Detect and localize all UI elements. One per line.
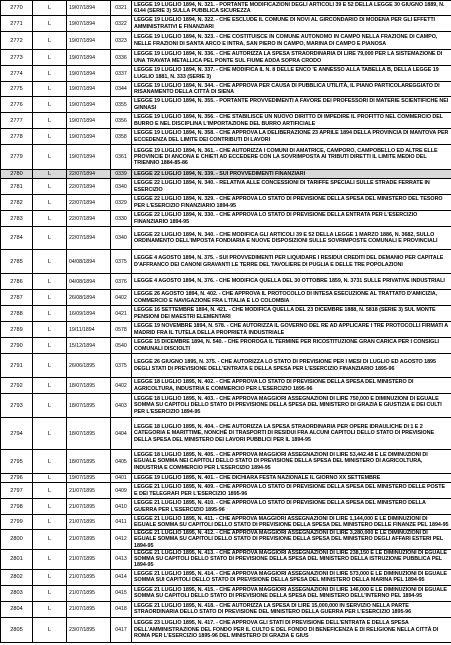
record-title: LEGGE 19 LUGLIO 1894, N. 321. - PORTANTE MODIFICAZIONI DEGLI ARTICOLI 39 E 52 DELLA LEGGE 30 GIUGNO 1889, N. 6144 (SERIE 3) SULLA PUBBLICA SICUREZZA xyxy=(132,1,451,16)
record-type: L xyxy=(33,483,67,499)
record-type: L xyxy=(33,499,67,515)
record-type: L xyxy=(33,549,67,569)
record-title: LEGGE 19 LUGLIO 1894, N. 337. - CHE MODIFICA IL N. 8 DELLE ENCO 'E ANNESSO ALLA TABELLA B, DELLA LEGGE 19 LUGLIO 1881, N. 333 (SERIE 3) xyxy=(132,66,451,82)
table-row xyxy=(1,306,451,322)
table-row xyxy=(1,617,451,642)
record-date: 19/07/1894 xyxy=(67,113,111,129)
record-type: L xyxy=(33,250,67,274)
table-row xyxy=(1,250,451,274)
record-type: L xyxy=(33,113,67,129)
table-row xyxy=(1,418,451,450)
record-date: 19/07/1894 xyxy=(67,32,111,50)
record-date: 19/07/1894 xyxy=(67,1,111,16)
record-number: 2786 xyxy=(1,274,33,290)
table-row xyxy=(1,195,451,211)
table-row xyxy=(1,394,451,418)
table-row xyxy=(1,354,451,378)
record-type: L xyxy=(33,306,67,322)
record-number: 2785 xyxy=(1,250,33,274)
record-type: L xyxy=(33,585,67,601)
record-code: 0340 xyxy=(111,179,132,195)
record-type: L xyxy=(33,569,67,585)
record-title: LEGGE 19 LUGLIO 1894, N. 358. - CHE APPROVA LA DELIBERAZIONE 23 APRILE 1894 DELLA PROVINCIA DI MANTOVA PER ECCEDENZA DEL LIMITE DEI CONTRIBUTI DI LAVORI xyxy=(132,129,451,145)
record-date: 19/07/1894 xyxy=(67,129,111,145)
record-date: 15/12/1894 xyxy=(67,338,111,354)
record-title: LEGGE 21 LUGLIO 1895, N. 415. - CHE APPROVA MAGGIORI ASSEGNAZIONI DI LIRE 146,000 E LE DIMINUZIONI DI EGUALE SOMMA SU CAPITOLI DELLO STATO DI PREVISIONE DELLA SPESA DEL MINISTERO DELL'INTERNO PEL 1894-95 xyxy=(132,585,451,601)
record-code: 0322 xyxy=(111,16,132,32)
record-type: L xyxy=(33,617,67,642)
record-code: 0329 xyxy=(111,195,132,211)
table-row xyxy=(1,274,451,290)
table-row xyxy=(1,16,451,32)
record-date: 18/07/1895 xyxy=(67,378,111,394)
record-type: L xyxy=(33,145,67,170)
table-row xyxy=(1,378,451,394)
record-number: 2798 xyxy=(1,499,33,515)
record-title: LEGGE 19 LUGLIO 1894, N. 356. - CHE STABILISCE UN NUOVO DIRITTO DI IMPEDIRE IL PROFITTO NEL COMMERCIO DEL BURRO E NEL DISCIPLINA L'IMPORTAZIONE DEL BURRO ARTIFICIALE xyxy=(132,113,451,129)
record-title: LEGGE 22 LUGLIO 1894, N. 340. - CHE MODIFICA GLI ARTICOLI 39 E 52 DELLA LEGGE 1 MARZO 1886, N. 3682, SULLO ORDINAMENTO DELL'IMPOSTA FONDIARIA E NUOVE DISPOSIZIONI SULLE SOVRIMPOSTE COMUNALI E PROVINCIALI xyxy=(132,227,451,250)
record-title: LEGGE 22 LUGLIO 1894, N. 340. - RELATIVA ALLE CONCESSIONI DI TARIFFE SPECIALI SULLE STRADE FERRATE IN ESERCIZIO xyxy=(132,179,451,195)
record-code: 0355 xyxy=(111,97,132,113)
record-type: L xyxy=(33,32,67,50)
record-type: L xyxy=(33,16,67,32)
record-date: 22/07/1894 xyxy=(67,170,111,179)
record-title: LEGGE 19 NOVEMBRE 1894, N. 578. - CHE AUTORIZZA IL GOVERNO DEL RE AD APPLICARE I TRE PROTOCOLLI FIRMATI A MADRID FRA IL TUTELA DELLA PROPRIETÀ INDUSTRIALE xyxy=(132,322,451,338)
record-title: LEGGE 19 LUGLIO 1894, N. 361. - CHE AUTORIZZA I COMUNI DI AMATRICE, CAMPORO, CAMPOBELLO ED ALTRE ELLE PROVINCIE DI ANCONA E CHIETI AD ECCEDERE CON LA SOVRIMPOSTA AI TRIBUTI DIRETTI IL LIMITE MEDIO DEL TRIENNIO 1884-85-86 xyxy=(132,145,451,170)
record-type: L xyxy=(33,378,67,394)
record-number: 2805 xyxy=(1,617,33,642)
record-date: 19/07/1894 xyxy=(67,66,111,82)
record-date: 19/07/1894 xyxy=(67,82,111,97)
record-date: 22/07/1894 xyxy=(67,211,111,227)
record-title: LEGGE 22 LUGLIO 1894, N. 339. - SUI PROVVEDIMENTI FINANZIARI xyxy=(132,170,451,179)
record-code: 0321 xyxy=(111,1,132,16)
record-title: LEGGE 21 LUGLIO 1895, N. 411. - CHE APPROVA MAGGIORI ASSEGNAZIONI DI LIRE 1,144,000 E LE DIMINUZIONI DI EGUALE SOMMA SU CAPITOLI DELLO STATO DI PREVISIONE DELLA SPESA DEL MINISTERO DELLE FINANZE PEL 1894-95 xyxy=(132,515,451,530)
record-code: 0410 xyxy=(111,499,132,515)
record-date: 21/07/1895 xyxy=(67,515,111,530)
record-code: 0418 xyxy=(111,601,132,617)
record-code: 0323 xyxy=(111,32,132,50)
record-date: 04/08/1894 xyxy=(67,250,111,274)
record-date: 23/07/1895 xyxy=(67,617,111,642)
record-date: 04/08/1894 xyxy=(67,274,111,290)
record-date: 26/06/1895 xyxy=(67,354,111,378)
record-code: 0412 xyxy=(111,530,132,550)
record-number: 2800 xyxy=(1,530,33,550)
record-type: L xyxy=(33,227,67,250)
record-type: L xyxy=(33,1,67,16)
record-number: 2783 xyxy=(1,211,33,227)
record-date: 19/11/1894 xyxy=(67,322,111,338)
record-code: 0411 xyxy=(111,515,132,530)
record-type: L xyxy=(33,601,67,617)
record-date: 21/07/1895 xyxy=(67,569,111,585)
record-title: LEGGE 21 LUGLIO 1895, N. 418. - CHE AUTORIZZA LA SPESA DI LIRE 15,000,000 IN SERVIZIO NELLA PARTE STRAORDINARIA DELLO STATO DI PREVISIONE DEL MINISTERO DELLA GUERRA PER L'ESERCIZIO 1895-96 xyxy=(132,601,451,617)
record-title: LEGGE 19 LUGLIO 1894, N. 336. - CHE AUTORIZZA LA SPESA STRAORDINARIA DI LIRE 79,000 PER LA SISTEMAZIONE DI UNA TRAVATA METALLICA PEL PONTE SUL FIUME ADDA SOPRA CRODO xyxy=(132,50,451,66)
table-row xyxy=(1,530,451,550)
record-date: 16/09/1894 xyxy=(67,306,111,322)
record-code: 0336 xyxy=(111,50,132,66)
record-number: 2780 xyxy=(1,170,33,179)
record-number: 2788 xyxy=(1,306,33,322)
record-code: 0405 xyxy=(111,450,132,474)
record-number: 2801 xyxy=(1,549,33,569)
record-number: 2797 xyxy=(1,483,33,499)
record-date: 19/07/1894 xyxy=(67,97,111,113)
record-title: LEGGE 19 LUGLIO 1894, N. 323. - CHE COSTITUISCE IN COMUNE AUTONOMO IN CAMPO NELLA FRAZIONE DI CAMPO, NELLE FRAZIONI DI SANTA ARCO E INTRA, SAN PIERO IN CAMPO, MARINA DI CAMPO E PIANOSA xyxy=(132,32,451,50)
record-number: 2789 xyxy=(1,322,33,338)
record-code: 0375 xyxy=(111,250,132,274)
record-type: L xyxy=(33,530,67,550)
table-row xyxy=(1,145,451,170)
table-row xyxy=(1,450,451,474)
record-title: LEGGE 4 AGOSTO 1894, N. 375. - SUI PROVVEDIMENTI PER LIQUIDARE I RESIDUI CREDITI DEL DEMANIO PER CAPITALE D'AFFRANCO DEI CANONI GRAVANTI LE TERRE DEL TAVOLIERE DI PUGLIA E DELLE TRE POPOLAZIONI xyxy=(132,250,451,274)
record-date: 18/07/1895 xyxy=(67,394,111,418)
record-title: LEGGE 26 GIUGNO 1895, N. 375. - CHE AUTORIZZA LO STATO DI PREVISIONE PER I MESI DI LUGLIO ED AGOSTO 1895 DEGLI STATI DI PREVISIONE DELL'ENTRATA E DELLA SPESA PER L'ESERCIZIO FINANZIARIO 1895-96 xyxy=(132,354,451,378)
record-number: 2778 xyxy=(1,129,33,145)
record-number: 2782 xyxy=(1,195,33,211)
record-number: 2799 xyxy=(1,515,33,530)
table-row xyxy=(1,322,451,338)
record-number: 2804 xyxy=(1,601,33,617)
record-title: LEGGE 16 SETTEMBRE 1894, N. 421. - CHE MODIFICA QUELLA DEL 23 DICEMBRE 1888, N. 5818 (SERIE 3) SUL MONTE PENSIONI DEI MAESTRI ELEMENTARI xyxy=(132,306,451,322)
record-code: 0330 xyxy=(111,211,132,227)
record-title: LEGGE 19 LUGLIO 1894, N. 322. - CHE ESCLUDE IL COMUNE DI NOVI AL GIRCONDARIO DI MODENA PER GLI EFFETTI AMMINISTRATIVI E FINANZIARI xyxy=(132,16,451,32)
record-number: 2773 xyxy=(1,50,33,66)
record-type: L xyxy=(33,322,67,338)
record-number: 2784 xyxy=(1,227,33,250)
record-date: 22/07/1894 xyxy=(67,195,111,211)
table-row xyxy=(1,290,451,306)
record-code: 0414 xyxy=(111,569,132,585)
record-date: 26/08/1894 xyxy=(67,290,111,306)
table-row xyxy=(1,32,451,50)
record-code: 0358 xyxy=(111,129,132,145)
record-title: LEGGE 21 LUGLIO 1895, N. 412. - CHE APPROVA MAGGIORI ASSEGNAZIONI DI LIRE 3,280,000 E LE DIMINUZIONI DI EGUALE SOMMA SU CAPITOLI DELLO STATO DI PREVISIONE DELLA SPESA DEL MINISTERO DEGLI AFFARI ESTERI PEL 1894-95 xyxy=(132,530,451,550)
record-number: 2775 xyxy=(1,82,33,97)
record-number: 2803 xyxy=(1,585,33,601)
record-code: 0402 xyxy=(111,290,132,306)
table-row xyxy=(1,179,451,195)
record-title: LEGGE 4 AGOSTO 1894, N. 376. - CHE MODIFICA QUELLA DEL 30 OTTOBRE 1859, N. 3731 SULLE PRIVATIVE INDUSTRIALI xyxy=(132,274,451,290)
record-code: 0540 xyxy=(111,338,132,354)
record-date: 22/07/1894 xyxy=(67,179,111,195)
record-title: LEGGE 21 LUGLIO 1895, N. 410. - CHE APPROVA LO STATO DI PREVISIONE DELLA SPESA DEL MINISTERO DELLA GUERRA PER L'ESERCIZIO 1895-96 xyxy=(132,499,451,515)
record-type: L xyxy=(33,418,67,450)
record-type: L xyxy=(33,195,67,211)
record-code: 0413 xyxy=(111,549,132,569)
record-title: LEGGE 26 AGOSTO 1894, N. 402. - CHE APPROVA IL PROTOCOLLO DI INTESA ESECUZIONE AL TRATTATO D'AMICIZIA, COMMERCIO E NAVIGAZIONE FRA L'ITALIA E LO COLOMBIA xyxy=(132,290,451,306)
record-date: 21/07/1895 xyxy=(67,483,111,499)
record-number: 2777 xyxy=(1,113,33,129)
record-type: L xyxy=(33,179,67,195)
record-type: L xyxy=(33,290,67,306)
record-title: LEGGE 19 LUGLIO 1894, N. 355. - PORTANTE PROVVEDIMENTI A FAVORE DEI PROFESSORI DI MATERIE SCIENTIFICHE NEI GINNASI xyxy=(132,97,451,113)
record-title: LEGGE 18 LUGLIO 1895, N. 405. - CHE APPROVA MAGGIORI ASSEGNAZIONI DI LIRE 53,442.48 E LE DIMINUZIONI DI EGUALE SOMMA NEI CAPITOLI DELLO STATO DI PREVISIONE DELLA SPESA DEL MINISTERO DI AGRICOLTURA, INDUSTRIA E COMMERCIO PER L'ESERCIZIO 1894-95 xyxy=(132,450,451,474)
record-number: 2796 xyxy=(1,474,33,483)
record-type: L xyxy=(33,170,67,179)
record-code: 0344 xyxy=(111,82,132,97)
record-date: 21/07/1895 xyxy=(67,601,111,617)
record-type: L xyxy=(33,97,67,113)
record-code: 0417 xyxy=(111,617,132,642)
record-date: 18/07/1895 xyxy=(67,450,111,474)
table-row xyxy=(1,585,451,601)
record-number: 2774 xyxy=(1,66,33,82)
record-title: LEGGE 21 LUGLIO 1895, N. 414. - CHE APPROVA MAGGIORI ASSEGNAZIONI DI LIRE 573,000 E LE DIMINUZIONI DI EGUALE SOMMA SUI CAPITOLI DELLO STATO DI PREVISIONE DELLA SPESA DEL MINISTERO DELLA MARINA PEL 1894-95 xyxy=(132,569,451,585)
record-type: L xyxy=(33,274,67,290)
record-type: L xyxy=(33,129,67,145)
record-title: LEGGE 15 DICEMBRE 1894, N. 540. - CHE PROROGA IL TERMINE PER RICOSTITUZIONE GRAN CARICA PER I CONSIGLI COMUNALI DISCIOLTI xyxy=(132,338,451,354)
record-number: 2790 xyxy=(1,338,33,354)
table-row xyxy=(1,483,451,499)
record-code: 0578 xyxy=(111,322,132,338)
record-type: L xyxy=(33,82,67,97)
record-code: 0403 xyxy=(111,394,132,418)
record-title: LEGGE 18 LUGLIO 1895, N. 402. - CHE APPROVA LO STATO DI PREVISIONE DELLA SPESA DEL MINISTERO DI AGRICOLTURA, INDUSTRIA E COMMERCIO PER L'ESERCIZIO 1895-96 xyxy=(132,378,451,394)
table-row xyxy=(1,97,451,113)
record-number: 2779 xyxy=(1,145,33,170)
record-type: L xyxy=(33,50,67,66)
record-code: 0356 xyxy=(111,113,132,129)
record-number: 2791 xyxy=(1,354,33,378)
record-title: LEGGE 22 LUGLIO 1894, N. 329. - CHE APPROVA LO STATO DI PREVISIONE DELLA SPESA DEL MINISTERO DEL TESORO PER L'ESERCIZIO FINANZIARIO 1894-95 xyxy=(132,195,451,211)
record-date: 19/07/1895 xyxy=(67,474,111,483)
record-code: 0339 xyxy=(111,170,132,179)
record-number: 2772 xyxy=(1,32,33,50)
record-title: LEGGE 19 LUGLIO 1894, N. 344. - CHE APPROVA PER CAUSA DI PUBBLICA UTILITÀ, IL PIANO PARTICOLAREGGIATO DI RISANAMENTO DELLA CITTÀ DI SIENA xyxy=(132,82,451,97)
record-type: L xyxy=(33,394,67,418)
table-row xyxy=(1,66,451,82)
record-code: 0404 xyxy=(111,418,132,450)
record-code: 0375 xyxy=(111,354,132,378)
record-number: 2795 xyxy=(1,450,33,474)
record-number: 2794 xyxy=(1,418,33,450)
record-type: L xyxy=(33,515,67,530)
record-date: 19/07/1894 xyxy=(67,16,111,32)
record-date: 19/07/1894 xyxy=(67,145,111,170)
record-title: LEGGE 22 LUGLIO 1894, N. 330. - CHE APPROVA LO STATO DI PREVISIONE DELLA ENTRATA PER L'ESERCIZIO FINANZIARIO 1894-95 xyxy=(132,211,451,227)
table-row xyxy=(1,515,451,530)
record-code: 0415 xyxy=(111,585,132,601)
table-row xyxy=(1,1,451,16)
table-row xyxy=(1,601,451,617)
record-date: 18/07/1895 xyxy=(67,418,111,450)
record-number: 2802 xyxy=(1,569,33,585)
table-row xyxy=(1,82,451,97)
record-type: L xyxy=(33,66,67,82)
record-number: 2787 xyxy=(1,290,33,306)
record-code: 0337 xyxy=(111,66,132,82)
record-date: 21/07/1895 xyxy=(67,530,111,550)
record-title: LEGGE 18 LUGLIO 1895, N. 403. - CHE APPROVA MAGGIORI ASSEGNAZIONI DI LIRE 750,000 E DIMINUZIONI DI EGUALE SOMMA SU CAPITOLI DELLO STATO DI PREVISIONE DELLA SPESA DEL MINISTERO DI GRAZIA E GIUSTIZIA E DEI CULTI PER L'ESERCIZIO 1894-95 xyxy=(132,394,451,418)
table-row xyxy=(1,474,451,483)
record-type: L xyxy=(33,450,67,474)
table-row xyxy=(1,569,451,585)
record-date: 21/07/1895 xyxy=(67,585,111,601)
table-row xyxy=(1,129,451,145)
record-code: 0401 xyxy=(111,474,132,483)
record-number: 2781 xyxy=(1,179,33,195)
table-row xyxy=(1,113,451,129)
table-row xyxy=(1,499,451,515)
record-number: 2793 xyxy=(1,394,33,418)
record-title: LEGGE 21 LUGLIO 1895, N. 413. - CHE APPROVA MAGGIORI ASSEGNAZIONI DI LIRE 238,150 E LE DIMINUZIONI DI EGUALE SOMMA SU CAPITOLI DELLO STATO DI PREVISIONE DELLA SPESA DEL MINISTERO DELLA ISTRUZIONE PUBBLICA PEL 1894-95 xyxy=(132,549,451,569)
record-date: 19/07/1894 xyxy=(67,50,111,66)
record-code: 0409 xyxy=(111,483,132,499)
table-row xyxy=(1,211,451,227)
record-type: L xyxy=(33,354,67,378)
record-date: 22/07/1894 xyxy=(67,227,111,250)
record-code: 0421 xyxy=(111,306,132,322)
record-number: 2776 xyxy=(1,97,33,113)
record-number: 2792 xyxy=(1,378,33,394)
record-title: LEGGE 19 LUGLIO 1895, N. 401. - CHE DICHIARA FESTA NAZIONALE IL GIORNO XX SETTEMBRE xyxy=(132,474,451,483)
record-title: LEGGE 18 LUGLIO 1895, N. 404. - CHE AUTORIZZA LA SPESA STRAORDINARIA PER OPERE IDRAULICHE DI 1 E 2 CATEGORIA E MARITTIME, NONCHÉ DI TRASPORTI DI RESIDUI FRA ALCUNI CAPITOLI DELLO STATO DI PREVISIONE DELLA SPESA DEL MINISTERO DEI LAVORI PUBBLICI PER IL 1894-95 xyxy=(132,418,451,450)
record-type: L xyxy=(33,338,67,354)
record-date: 21/07/1895 xyxy=(67,499,111,515)
table-row xyxy=(1,549,451,569)
record-code: 0340 xyxy=(111,227,132,250)
record-title: LEGGE 21 LUGLIO 1895, N. 409. - CHE APPROVA LO STATO DI PREVISIONE DELLA SPESA DEL MINISTERO DELLE POSTE E DEI TELEGRAFI PER L'ESERCIZIO 1895-96 xyxy=(132,483,451,499)
record-code: 0402 xyxy=(111,378,132,394)
record-type: L xyxy=(33,474,67,483)
record-number: 2770 xyxy=(1,1,33,16)
record-number: 2771 xyxy=(1,16,33,32)
record-date: 21/07/1895 xyxy=(67,549,111,569)
record-type: L xyxy=(33,211,67,227)
record-code: 0361 xyxy=(111,145,132,170)
table-row xyxy=(1,227,451,250)
table-row xyxy=(1,50,451,66)
record-code: 0376 xyxy=(111,274,132,290)
table-row xyxy=(1,338,451,354)
table-row xyxy=(1,170,451,179)
record-title: LEGGE 23 LUGLIO 1895, N. 417. - CHE APPROVA GLI STATI DI PREVISIONE DELL'ENTRATA E DELLA SPESA DELL'AMMINISTRAZIONE DEL FONDO PER IL CULTO E DEL FONDO DI BENEFICENZA E DI RELIGIONE NELLA CITTÀ DI ROMA PER L'ESERCIZIO 1895-96 DEL MINISTERO DI GRAZIA E GIUS xyxy=(132,617,451,642)
